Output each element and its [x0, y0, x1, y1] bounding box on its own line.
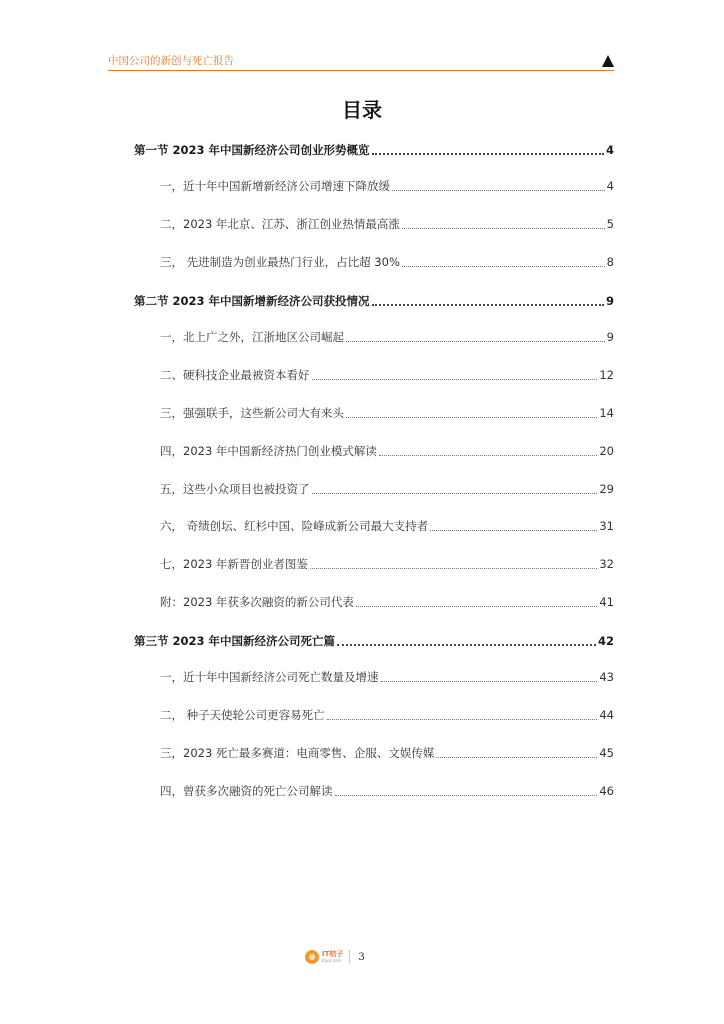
- logo-brand-text: IT桔子: [322, 950, 344, 958]
- toc-entry-page: 32: [599, 557, 614, 571]
- page-number: 3: [358, 951, 365, 963]
- toc-dot-leader: [346, 327, 605, 342]
- toc-entry-label: 四，2023 年中国新经济热门创业模式解读: [160, 444, 377, 458]
- up-triangle-icon: [602, 55, 614, 67]
- toc-dot-leader: [335, 781, 598, 796]
- toc-entry-label: 一，近十年中国新经济公司死亡数量及增速: [160, 670, 379, 684]
- toc-dot-leader: [430, 516, 597, 531]
- toc-entry-page: 45: [599, 746, 614, 760]
- toc-entry-page: 29: [599, 482, 614, 496]
- toc-entry[interactable]: [160, 364, 614, 382]
- toc-dot-leader: [402, 252, 605, 267]
- toc-dot-leader: [312, 479, 598, 494]
- toc-entry[interactable]: [160, 402, 614, 420]
- toc-entry[interactable]: [160, 251, 614, 269]
- toc-entry[interactable]: [160, 742, 614, 760]
- toc-entry-label: 六， 奇绩创坛、红杉中国、险峰成新公司最大支持者: [160, 519, 429, 533]
- toc-entry-label: 一，近十年中国新增新经济公司增速下降放缓: [160, 179, 390, 193]
- toc-dot-leader: [392, 176, 605, 191]
- toc-entry-label: 第三节 2023 年中国新经济公司死亡篇: [134, 634, 336, 648]
- toc-entry[interactable]: [134, 138, 614, 156]
- orange-logo-icon: [305, 950, 319, 964]
- toc-dot-leader: [312, 365, 598, 380]
- toc-entry-label: 三，2023 死亡最多赛道：电商零售、企服、文娱传媒: [160, 746, 435, 760]
- toc-entry-label: 三，强强联手，这些新公司大有来头: [160, 406, 344, 420]
- toc-entry-label: 四，曾获多次融资的死亡公司解读: [160, 784, 333, 798]
- toc-entry-page: 8: [606, 255, 614, 269]
- toc-entry[interactable]: [160, 666, 614, 684]
- toc-entry-label: 附：2023 年获多次融资的新公司代表: [160, 595, 354, 609]
- toc-entry-page: 14: [599, 406, 614, 420]
- toc-entry-page: 5: [606, 217, 614, 231]
- toc-entry[interactable]: [160, 440, 614, 458]
- toc-entry-label: 五，这些小众项目也被投资了: [160, 482, 310, 496]
- toc-dot-leader: [346, 403, 597, 418]
- toc-entry[interactable]: [160, 326, 614, 344]
- toc-entry[interactable]: [160, 213, 614, 231]
- toc-dot-leader: [327, 705, 598, 720]
- brand-logo: [322, 951, 343, 963]
- toc-entry-page: 12: [599, 368, 614, 382]
- toc-entry-page: 41: [599, 595, 614, 609]
- toc-entry-label: 一，北上广之外，江浙地区公司崛起: [160, 330, 344, 344]
- toc-entry-page: 4: [605, 143, 614, 157]
- toc-entry-page: 44: [599, 708, 614, 722]
- toc-entry-page: 9: [605, 294, 614, 308]
- toc-dot-leader: [436, 743, 597, 758]
- header-title: 中国公司的新创与死亡报告: [108, 55, 234, 67]
- toc-entry-page: 42: [597, 634, 614, 648]
- toc-dot-leader: [381, 667, 598, 682]
- toc-entry-page: 4: [606, 179, 614, 193]
- toc-dot-leader: [379, 441, 597, 456]
- toc-dot-leader: [310, 554, 597, 569]
- toc-entry[interactable]: [160, 553, 614, 571]
- toc-entry[interactable]: [160, 515, 614, 533]
- toc-entry-page: 9: [606, 330, 614, 344]
- toc-entry-label: 二、硬科技企业最被资本看好: [160, 368, 310, 382]
- toc-entry[interactable]: [160, 478, 614, 496]
- toc-entry-label: 第一节 2023 年中国新经济公司创业形势概览: [134, 143, 370, 157]
- toc-entry[interactable]: [160, 704, 614, 722]
- toc-dot-leader: [337, 630, 596, 646]
- toc-entry-label: 二， 种子天使轮公司更容易死亡: [160, 708, 325, 722]
- toc-entry[interactable]: [134, 289, 614, 307]
- toc-entry-page: 31: [599, 519, 614, 533]
- toc-dot-leader: [402, 214, 605, 229]
- toc-dot-leader: [356, 592, 597, 607]
- header-divider: [108, 70, 614, 71]
- page-header: [108, 53, 614, 73]
- toc-dot-leader: [372, 290, 604, 306]
- toc-entry[interactable]: [160, 780, 614, 798]
- toc-entry-label: 三， 先进制造为创业最热门行业，占比超 30%: [160, 255, 400, 269]
- footer-divider: [349, 950, 350, 964]
- toc-entry-page: 43: [599, 670, 614, 684]
- toc-dot-leader: [372, 139, 604, 155]
- toc-entry[interactable]: [134, 629, 614, 647]
- toc-entry-page: 20: [599, 444, 614, 458]
- toc-entry-label: 七，2023 年新晋创业者图鉴: [160, 557, 308, 571]
- toc-entry-label: 二，2023 年北京、江苏、浙江创业热情最高涨: [160, 217, 400, 231]
- toc-entry[interactable]: [160, 175, 614, 193]
- page-footer: [305, 948, 365, 966]
- toc-entry[interactable]: [160, 591, 614, 609]
- toc-title: 目录: [342, 98, 382, 122]
- toc-entry-label: 第二节 2023 年中国新增新经济公司获投情况: [134, 294, 370, 308]
- logo-domain-text: itjuzi.com: [322, 958, 342, 963]
- toc-entry-page: 46: [599, 784, 614, 798]
